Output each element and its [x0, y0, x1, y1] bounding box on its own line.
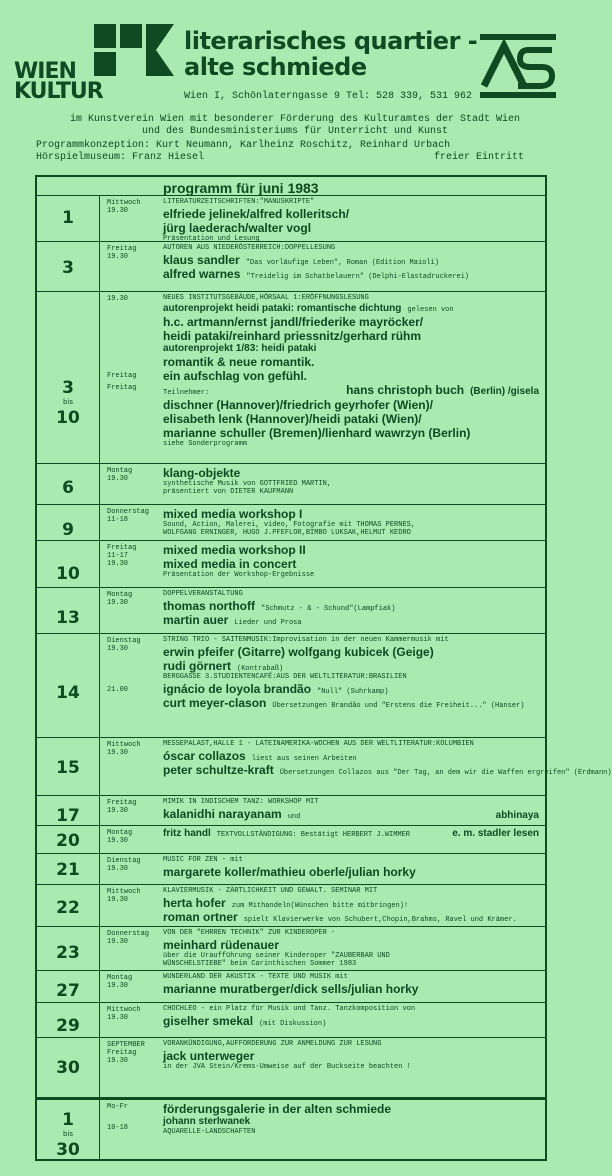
event-line: dischner (Hannover)/friedrich geyrhofer (Wien)/	[163, 398, 433, 412]
program-table	[35, 175, 612, 1161]
event-note: liest aus seinen Arbeiten	[251, 755, 357, 763]
event-line: meinhard rüdenauer	[163, 938, 280, 952]
alte-schmiede-logo-icon	[478, 32, 558, 100]
event-body	[163, 929, 539, 968]
title-line-2: alte schmiede	[184, 53, 367, 81]
weekday-time: Mo-Fr	[107, 1103, 129, 1111]
logo-wien: WIEN	[14, 59, 76, 84]
credits-line-2: Hörspielmuseum: Franz Hiesel	[36, 152, 205, 163]
event-body	[163, 590, 539, 627]
event-line: elfriede jelinek/alfred kolleritsch/	[163, 207, 350, 221]
address: Wien I, Schönlaterngasse 9 Tel: 528 339, 531 962	[184, 91, 473, 102]
program-row	[37, 853, 545, 884]
event-line: erwin pfeifer (Gitarre) wolfgang kubicek (Geige)	[163, 645, 434, 659]
program-row	[37, 825, 545, 853]
event-category: MESSEPALAST,HALLE 1 - LATEINAMERIKA-WOCHEN AUS DER WELTLITERATUR:KOLUMBIEN	[163, 740, 474, 748]
event-name: peter schultze-kraft	[163, 763, 274, 777]
intro-line-2: und des Bundesministeriums für Unterricht und Kunst	[141, 126, 449, 137]
weekday-time: Mittwoch 19.30	[107, 199, 141, 215]
event-line	[163, 896, 539, 910]
weekday-time: Freitag 11-17 19.30	[107, 544, 137, 568]
program-row	[37, 737, 612, 795]
event-line: synthetische Musik von GOTTFRIED MARTIN,	[163, 480, 332, 488]
weekday-time: Montag 19.30	[107, 974, 133, 990]
event-note-2: (Berlin) /gisela	[470, 386, 539, 397]
event-name: hans christoph buch	[346, 383, 465, 397]
event-line	[163, 253, 539, 267]
weekday-time-2: Freitag	[107, 372, 137, 380]
weekday-time: Montag 19.30	[107, 467, 133, 483]
title-line-1: literarisches quartier -	[184, 27, 478, 55]
program-row	[37, 970, 545, 1002]
event-body	[163, 636, 539, 710]
day-number: 17	[56, 806, 80, 826]
event-line: ein aufschlag von gefühl.	[163, 369, 308, 383]
event-note: "Null" (Suhrkamp)	[317, 688, 389, 696]
event-note: und	[287, 813, 301, 821]
event-line: jack unterweger	[163, 1049, 255, 1063]
event-line: förderungsgalerie in der alten schmiede	[163, 1102, 392, 1116]
day-number: 1	[62, 208, 74, 228]
event-name: autorenprojekt heidi pataki: romantische dichtung	[163, 303, 402, 314]
event-note: Teilnehmer:	[163, 389, 210, 397]
event-category: DOPPELVERANSTALTUNG	[163, 590, 243, 598]
weekday-time: Freitag 19.30	[107, 245, 137, 261]
event-line: h.c. artmann/ernst jandl/friederike mayröcker/	[163, 315, 424, 329]
event-line	[163, 682, 539, 696]
program-row	[37, 463, 545, 504]
weekday-time: Dienstag 19.30	[107, 857, 141, 873]
event-line: autorenprojekt 1/83: heidi pataki	[163, 343, 317, 354]
program-row	[37, 926, 545, 970]
page-title	[184, 28, 477, 80]
day-number: 9	[62, 520, 74, 540]
event-name: curt meyer-clason	[163, 696, 267, 710]
event-note: TEXTVOLLSTÄNDIGUNG: Bestätigt HERBERT J.WIMMER	[216, 831, 411, 839]
weekday-time-2: 10-18	[107, 1124, 129, 1132]
event-name: ignácio de loyola brandão	[163, 682, 312, 696]
event-body	[163, 198, 539, 243]
event-line: Sound, Action, Malerei, video, Fotografie mit THOMAS PERNES,	[163, 521, 416, 529]
event-body	[163, 244, 539, 281]
event-category: MUSIC FOR ZEN - mit	[163, 856, 243, 864]
event-note-2: e. m. stadler lesen	[452, 828, 539, 839]
event-name: klaus sandler	[163, 253, 240, 267]
event-name: óscar collazos	[163, 749, 246, 763]
event-line: romantik & neue romantik.	[163, 355, 315, 369]
event-note: zum Mithandeln(Wünschen bitte mitbringen)!	[231, 902, 409, 910]
program-row	[37, 195, 545, 241]
event-name: rudi görnert	[163, 659, 231, 673]
event-line: WÜNSCHELSTIEBE" beim Carinthischen Sommer 1983	[163, 960, 357, 968]
event-category: AUTOREN AUS NIEDERÖSTERREICH:DOPPELLESUNG	[163, 244, 336, 252]
credits-line-1: Programmkonzeption: Kurt Neumann, Karlheinz Roschitz, Reinhard Urbach	[36, 140, 451, 151]
program-row	[37, 587, 545, 633]
day-number: 22	[56, 898, 80, 918]
weekday-time: Montag 19.30	[107, 829, 133, 845]
event-note: (Kontrabaß)	[237, 665, 284, 673]
event-body	[163, 740, 612, 777]
program-row	[37, 1097, 545, 1159]
event-line: mixed media workshop I	[163, 507, 303, 521]
day-number: 20	[56, 831, 80, 851]
event-line: klang-objekte	[163, 466, 241, 480]
event-line	[163, 613, 539, 627]
event-name: herta hofer	[163, 896, 226, 910]
weekday-time: Montag 19.30	[107, 591, 133, 607]
event-body	[163, 973, 539, 996]
day-number: 30	[56, 1058, 80, 1078]
event-category: VON DER "EHRREN TECHNIK" ZUR KINDEROPER -	[163, 929, 336, 937]
event-line	[163, 828, 539, 840]
event-category: KLAVIERMUSIK - ZÄRTLICHKEIT UND GEWALT. SEMINAR MIT	[163, 887, 378, 895]
event-name: giselher smekal	[163, 1014, 254, 1028]
event-note: Übersetzungen Collazos aus "Der Tag, an dem wir die Waffen ergreifen" (Erdmann)	[279, 769, 612, 777]
weekday-time: Mittwoch 19.30	[107, 1006, 141, 1022]
event-name: roman ortner	[163, 910, 238, 924]
event-body	[163, 294, 539, 448]
event-line: mixed media in concert	[163, 557, 297, 571]
day-number-end: 30	[56, 1140, 80, 1160]
weekday-time: SEPTEMBER Freitag 19.30	[107, 1041, 145, 1065]
event-body	[163, 798, 539, 822]
event-category: LITERATURZEITSCHRIFTEN:"MANUSKRIPTE"	[163, 198, 315, 206]
event-line: marianne schuller (Bremen)/lienhard wawrzyn (Berlin)	[163, 426, 471, 440]
wien-kultur-logo	[14, 24, 174, 106]
wien-kultur-wordmark	[14, 59, 103, 104]
day-number: 10	[56, 564, 80, 584]
event-body	[163, 507, 539, 537]
event-name: alfred warnes	[163, 267, 241, 281]
weekday-time: Donnerstag 19.30	[107, 930, 150, 946]
event-line: margarete koller/mathieu oberle/julian horky	[163, 865, 416, 879]
day-number: 6	[62, 478, 74, 498]
day-number: 1	[62, 1110, 74, 1130]
event-line	[163, 749, 539, 763]
event-line: AQUARELLE-LANDSCHAFTEN	[163, 1128, 256, 1136]
event-line	[163, 303, 539, 315]
day-number: 3	[62, 378, 74, 398]
weekday-time-3: Freitag	[107, 384, 137, 392]
event-line: heidi pataki/reinhard priessnitz/gerhard rühm	[163, 329, 422, 343]
program-row	[37, 1037, 545, 1097]
event-line	[163, 659, 539, 673]
event-body	[163, 887, 539, 924]
event-note: spielt Klavierwerke von Schubert,Chopin,Brahms, Ravel und Krämer.	[243, 916, 517, 924]
event-line: in der JVA Stein/Krems-Umweise auf der Buckseite beachten !	[163, 1063, 411, 1071]
event-line	[163, 807, 539, 822]
program-row	[37, 884, 545, 926]
event-line: BERGGASSE 3.STUDIENTENCAFÉ:AUS DER WELTLITERATUR:BRASILIEN	[163, 673, 407, 681]
weekday-time: Donnerstag 11-18	[107, 508, 150, 524]
event-note: Übersetzungen Brandão und "Erstens die Freiheit..." (Hanser)	[272, 702, 525, 710]
day-number: 29	[56, 1016, 80, 1036]
event-note: Lieder und Prosa	[234, 619, 302, 627]
credits	[36, 140, 556, 164]
event-category: WUNDERLAND DER AKUSTIK - TEXTE UND MUSIK mit	[163, 973, 348, 981]
logo-kultur: KULTUR	[14, 79, 103, 104]
intro-line-1: im Kunstverein Wien mit besonderer Förderung des Kulturamtes der Stadt Wien	[69, 114, 521, 125]
event-line	[163, 383, 539, 398]
day-range-word: bis	[62, 398, 74, 406]
weekday-time: Mittwoch 19.30	[107, 741, 141, 757]
intro-text	[40, 114, 550, 138]
event-line: marianne muratberger/dick sells/julian horky	[163, 982, 419, 996]
program-row	[37, 291, 545, 463]
weekday-time: Mittwoch 19.30	[107, 888, 141, 904]
program-row	[37, 795, 545, 825]
event-category: CHOCHLEO - ein Platz für Musik und Tanz. Tanzkomposition von	[163, 1005, 416, 1013]
day-range-word: bis	[62, 1130, 74, 1138]
event-line: Präsentation und Lesung	[163, 235, 260, 243]
event-name: kalanidhi narayanam	[163, 807, 282, 821]
day-number: 13	[56, 608, 80, 628]
event-note: (mit Diskussion)	[259, 1020, 327, 1028]
event-line: mixed media workshop II	[163, 543, 306, 557]
event-note: "Das vorläufige Leben", Roman (Edition Maioli)	[245, 259, 439, 267]
weekday-time: 19.30	[107, 295, 129, 303]
event-line: WOLFGANG ERNINGER, HUGO J.PFEFLOR,BIMBO LUKSAK,HELMUT KEDRO	[163, 529, 411, 537]
event-body	[163, 856, 539, 879]
event-line: siehe Sonderprogramm	[163, 440, 248, 448]
event-note: "Schmutz - & - Schund"(Lampfiak)	[261, 605, 396, 613]
program-title: programm für juni 1983	[163, 180, 319, 196]
day-number: 15	[56, 758, 80, 778]
program-row	[37, 504, 545, 540]
event-name: martin auer	[163, 613, 229, 627]
event-line: über die Uraufführung seiner Kinderoper "ZAUBERBAR UND	[163, 952, 390, 960]
event-body	[163, 1102, 539, 1136]
day-number: 21	[56, 860, 80, 880]
event-line	[163, 599, 539, 613]
event-line: johann sterlwanek	[163, 1116, 251, 1127]
program-row	[37, 1002, 545, 1037]
weekday-time: Freitag 19.30	[107, 799, 137, 815]
program-row	[37, 540, 545, 587]
day-number: 23	[56, 943, 80, 963]
event-body	[163, 1040, 539, 1071]
event-line: jürg laederach/walter vogl	[163, 221, 312, 235]
day-number: 3	[62, 258, 74, 278]
event-body	[163, 1005, 539, 1028]
free-entry: freier Eintritt	[433, 152, 524, 163]
event-line: Präsentation der Workshop-Ergebnisse	[163, 571, 315, 579]
program-row	[37, 633, 545, 737]
weekday-time: Dienstag 19.30	[107, 637, 141, 653]
event-line	[163, 910, 539, 924]
event-note: gelesen von	[407, 306, 454, 314]
event-name: thomas northoff	[163, 599, 255, 613]
day-number-end: 10	[56, 408, 80, 428]
event-note-2: abhinaya	[495, 810, 539, 821]
event-line: präsentiert von DIETER KAUFMANN	[163, 488, 294, 496]
event-category: STRING TRIO - SAITENMUSIK:Improvisation in der neuen Kammermusik mit	[163, 636, 449, 644]
event-line: elisabeth lenk (Hannover)/heidi pataki (Wien)/	[163, 412, 422, 426]
day-number: 14	[56, 683, 80, 703]
event-line	[163, 267, 539, 281]
event-category: VORANKÜNDIGUNG,AUFFORDERUNG ZUR ANMELDUNG ZUR LESUNG	[163, 1040, 382, 1048]
event-line	[163, 696, 539, 710]
event-body	[163, 828, 539, 840]
event-body	[163, 543, 539, 579]
event-line	[163, 763, 612, 777]
weekday-time-2: 21.00	[107, 686, 129, 694]
day-number: 27	[56, 981, 80, 1001]
event-line	[163, 1014, 539, 1028]
program-row	[37, 241, 545, 291]
event-note: "Treidelig im Schatbelauern" (Delphi-Elastadruckerei)	[246, 273, 470, 281]
event-name: fritz handl	[163, 828, 211, 839]
event-category: MIMIK IN INDISCHEM TANZ: WORKSHOP MIT	[163, 798, 319, 806]
event-category: NEUES INSTITUTSGEBÄUDE,HÖRSAAL 1:ERÖFFNUNGSLESUNG	[163, 294, 369, 302]
event-body	[163, 466, 539, 496]
